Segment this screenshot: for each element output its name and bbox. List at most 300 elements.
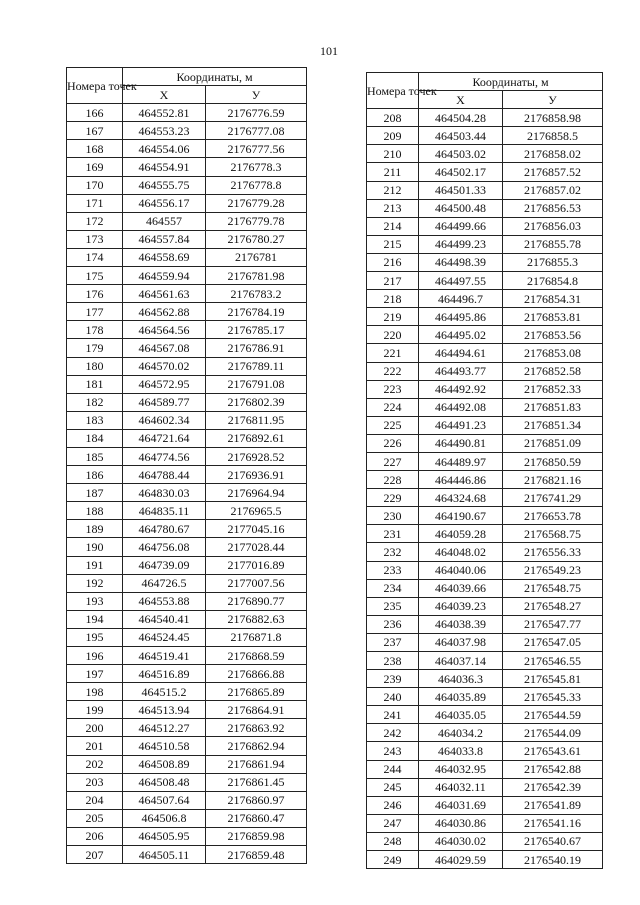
point-number-cell: 238 bbox=[367, 652, 419, 670]
table-row bbox=[67, 647, 307, 665]
point-number-cell: 181 bbox=[67, 375, 123, 393]
table-row bbox=[67, 303, 307, 321]
y-coordinate-cell: 2176780.27 bbox=[206, 230, 307, 248]
point-number-cell: 225 bbox=[367, 416, 419, 434]
table-row bbox=[367, 597, 603, 615]
table-row bbox=[67, 248, 307, 266]
table-row bbox=[367, 471, 603, 489]
x-coordinate-cell: 464564.56 bbox=[123, 321, 206, 339]
table-row bbox=[67, 683, 307, 701]
x-coordinate-cell: 464756.08 bbox=[123, 538, 206, 556]
x-coordinate-cell: 464524.45 bbox=[123, 628, 206, 646]
x-coordinate-cell: 464519.41 bbox=[123, 647, 206, 665]
y-coordinate-cell: 2177016.89 bbox=[206, 556, 307, 574]
point-number-cell: 203 bbox=[67, 773, 123, 791]
y-coordinate-cell: 2176855.3 bbox=[503, 253, 603, 271]
y-coordinate-cell: 2176779.78 bbox=[206, 212, 307, 230]
point-number-cell: 235 bbox=[367, 597, 419, 615]
point-number-cell: 166 bbox=[67, 104, 123, 122]
table-row bbox=[367, 308, 603, 326]
table-row bbox=[67, 339, 307, 357]
x-coordinate-cell: 464492.08 bbox=[419, 398, 503, 416]
table-row bbox=[67, 375, 307, 393]
point-number-cell: 236 bbox=[367, 615, 419, 633]
y-coordinate-cell: 2176863.92 bbox=[206, 719, 307, 737]
x-coordinate-cell: 464508.48 bbox=[123, 773, 206, 791]
x-coordinate-cell: 464554.06 bbox=[123, 140, 206, 158]
y-coordinate-cell: 2176868.59 bbox=[206, 647, 307, 665]
y-coordinate-cell: 2176542.88 bbox=[503, 760, 603, 778]
table-row bbox=[367, 452, 603, 470]
table-row bbox=[67, 104, 307, 122]
point-number-cell: 244 bbox=[367, 760, 419, 778]
x-coordinate-cell: 464503.44 bbox=[419, 127, 503, 145]
y-coordinate-cell: 2176545.81 bbox=[503, 670, 603, 688]
x-coordinate-cell: 464788.44 bbox=[123, 466, 206, 484]
y-coordinate-cell: 2176859.98 bbox=[206, 827, 307, 845]
table-row bbox=[67, 321, 307, 339]
table-row bbox=[67, 665, 307, 683]
y-coordinate-cell: 2177045.16 bbox=[206, 520, 307, 538]
table-row bbox=[367, 851, 603, 869]
x-coordinate-cell: 464038.39 bbox=[419, 615, 503, 633]
table-row bbox=[367, 832, 603, 850]
y-coordinate-cell: 2176653.78 bbox=[503, 507, 603, 525]
table-row bbox=[367, 543, 603, 561]
x-coordinate-cell: 464495.02 bbox=[419, 326, 503, 344]
point-number-cell: 226 bbox=[367, 434, 419, 452]
coordinates-table-left bbox=[66, 67, 307, 864]
y-coordinate-cell: 2176791.08 bbox=[206, 375, 307, 393]
y-coordinate-cell: 2176854.31 bbox=[503, 290, 603, 308]
y-coordinate-cell: 2176858.98 bbox=[503, 109, 603, 127]
y-coordinate-cell: 2176541.16 bbox=[503, 814, 603, 832]
x-coordinate-cell: 464446.86 bbox=[419, 471, 503, 489]
x-coordinate-cell: 464589.77 bbox=[123, 393, 206, 411]
y-coordinate-cell: 2176777.08 bbox=[206, 122, 307, 140]
y-coordinate-cell: 2176778.8 bbox=[206, 176, 307, 194]
y-coordinate-cell: 2176568.75 bbox=[503, 525, 603, 543]
point-number-cell: 242 bbox=[367, 724, 419, 742]
point-number-cell: 215 bbox=[367, 235, 419, 253]
table-row bbox=[367, 272, 603, 290]
point-number-cell: 246 bbox=[367, 796, 419, 814]
y-coordinate-cell: 2176865.89 bbox=[206, 683, 307, 701]
table-row bbox=[67, 827, 307, 845]
y-coordinate-cell: 2176548.27 bbox=[503, 597, 603, 615]
y-coordinate-cell: 2176892.61 bbox=[206, 429, 307, 447]
x-coordinate-cell: 464512.27 bbox=[123, 719, 206, 737]
table-row bbox=[367, 688, 603, 706]
table-row bbox=[67, 556, 307, 574]
point-number-cell: 224 bbox=[367, 398, 419, 416]
x-coordinate-cell: 464500.48 bbox=[419, 199, 503, 217]
table-row bbox=[367, 344, 603, 362]
y-coordinate-cell: 2176852.58 bbox=[503, 362, 603, 380]
point-number-cell: 240 bbox=[367, 688, 419, 706]
table-row bbox=[67, 176, 307, 194]
y-header: У bbox=[206, 86, 307, 104]
point-number-cell: 239 bbox=[367, 670, 419, 688]
table-row bbox=[67, 791, 307, 809]
x-coordinate-cell: 464556.17 bbox=[123, 194, 206, 212]
point-number-cell: 196 bbox=[67, 647, 123, 665]
table-row bbox=[67, 447, 307, 465]
y-coordinate-cell: 2176882.63 bbox=[206, 610, 307, 628]
point-number-cell: 172 bbox=[67, 212, 123, 230]
table-row bbox=[67, 755, 307, 773]
point-number-cell: 216 bbox=[367, 253, 419, 271]
x-coordinate-cell: 464492.92 bbox=[419, 380, 503, 398]
x-coordinate-cell: 464491.23 bbox=[419, 416, 503, 434]
point-number-cell: 183 bbox=[67, 411, 123, 429]
x-coordinate-cell: 464513.94 bbox=[123, 701, 206, 719]
x-coordinate-cell: 464561.63 bbox=[123, 285, 206, 303]
table-row bbox=[67, 212, 307, 230]
x-coordinate-cell: 464835.11 bbox=[123, 502, 206, 520]
x-coordinate-cell: 464493.77 bbox=[419, 362, 503, 380]
y-coordinate-cell: 2176541.89 bbox=[503, 796, 603, 814]
x-coordinate-cell: 464499.66 bbox=[419, 217, 503, 235]
x-coordinate-cell: 464034.2 bbox=[419, 724, 503, 742]
x-coordinate-cell: 464516.89 bbox=[123, 665, 206, 683]
table-row bbox=[67, 520, 307, 538]
table-row bbox=[367, 145, 603, 163]
y-coordinate-cell: 2176779.28 bbox=[206, 194, 307, 212]
point-number-cell: 209 bbox=[367, 127, 419, 145]
table-row bbox=[367, 489, 603, 507]
table-row bbox=[67, 628, 307, 646]
x-coordinate-cell: 464035.05 bbox=[419, 706, 503, 724]
point-number-cell: 231 bbox=[367, 525, 419, 543]
point-number-cell: 188 bbox=[67, 502, 123, 520]
table-row bbox=[367, 199, 603, 217]
point-number-cell: 192 bbox=[67, 574, 123, 592]
y-coordinate-cell: 2176851.09 bbox=[503, 434, 603, 452]
x-coordinate-cell: 464035.89 bbox=[419, 688, 503, 706]
x-coordinate-cell: 464558.69 bbox=[123, 248, 206, 266]
y-coordinate-cell: 2176864.91 bbox=[206, 701, 307, 719]
x-coordinate-cell: 464552.81 bbox=[123, 104, 206, 122]
x-coordinate-cell: 464032.95 bbox=[419, 760, 503, 778]
table-row bbox=[67, 538, 307, 556]
table-row bbox=[67, 484, 307, 502]
table-row bbox=[67, 230, 307, 248]
point-number-cell: 247 bbox=[367, 814, 419, 832]
table-row bbox=[67, 592, 307, 610]
x-coordinate-cell: 464780.67 bbox=[123, 520, 206, 538]
y-coordinate-cell: 2176811.95 bbox=[206, 411, 307, 429]
point-number-cell: 169 bbox=[67, 158, 123, 176]
y-coordinate-cell: 2176544.09 bbox=[503, 724, 603, 742]
table-row bbox=[67, 719, 307, 737]
y-coordinate-cell: 2176890.77 bbox=[206, 592, 307, 610]
point-number-cell: 233 bbox=[367, 561, 419, 579]
y-coordinate-cell: 2176548.75 bbox=[503, 579, 603, 597]
y-header: У bbox=[503, 91, 603, 109]
x-coordinate-cell: 464510.58 bbox=[123, 737, 206, 755]
table-row bbox=[367, 670, 603, 688]
x-coordinate-cell: 464496.7 bbox=[419, 290, 503, 308]
table-row bbox=[67, 502, 307, 520]
y-coordinate-cell: 2176781 bbox=[206, 248, 307, 266]
y-coordinate-cell: 2176858.02 bbox=[503, 145, 603, 163]
x-coordinate-cell: 464562.88 bbox=[123, 303, 206, 321]
x-coordinate-cell: 464503.02 bbox=[419, 145, 503, 163]
point-number-cell: 198 bbox=[67, 683, 123, 701]
x-header: Х bbox=[123, 86, 206, 104]
table-row bbox=[67, 846, 307, 864]
table-row bbox=[67, 393, 307, 411]
point-number-cell: 205 bbox=[67, 809, 123, 827]
table-row bbox=[367, 109, 603, 127]
x-coordinate-cell: 464030.02 bbox=[419, 832, 503, 850]
y-coordinate-cell: 2176540.67 bbox=[503, 832, 603, 850]
table-row bbox=[367, 127, 603, 145]
point-number-cell: 214 bbox=[367, 217, 419, 235]
point-number-cell: 180 bbox=[67, 357, 123, 375]
table-row bbox=[367, 434, 603, 452]
x-coordinate-cell: 464559.94 bbox=[123, 267, 206, 285]
point-number-cell: 211 bbox=[367, 163, 419, 181]
x-coordinate-cell: 464489.97 bbox=[419, 452, 503, 470]
y-coordinate-cell: 2176545.33 bbox=[503, 688, 603, 706]
table-row bbox=[367, 742, 603, 760]
y-coordinate-cell: 2176776.59 bbox=[206, 104, 307, 122]
y-coordinate-cell: 2176556.33 bbox=[503, 543, 603, 561]
x-coordinate-cell: 464555.75 bbox=[123, 176, 206, 194]
x-coordinate-cell: 464033.8 bbox=[419, 742, 503, 760]
y-coordinate-cell: 2176862.94 bbox=[206, 737, 307, 755]
y-coordinate-cell: 2176542.39 bbox=[503, 778, 603, 796]
y-coordinate-cell: 2176850.59 bbox=[503, 452, 603, 470]
point-number-cell: 201 bbox=[67, 737, 123, 755]
table-row bbox=[67, 809, 307, 827]
y-coordinate-cell: 2176777.56 bbox=[206, 140, 307, 158]
x-coordinate-cell: 464037.98 bbox=[419, 633, 503, 651]
point-number-cell: 241 bbox=[367, 706, 419, 724]
y-coordinate-cell: 2176547.77 bbox=[503, 615, 603, 633]
y-coordinate-cell: 2176861.94 bbox=[206, 755, 307, 773]
x-coordinate-cell: 464498.39 bbox=[419, 253, 503, 271]
coordinates-header: Координаты, м bbox=[123, 68, 307, 86]
point-number-cell: 208 bbox=[367, 109, 419, 127]
point-number-cell: 237 bbox=[367, 633, 419, 651]
table-row bbox=[67, 194, 307, 212]
point-number-cell: 170 bbox=[67, 176, 123, 194]
y-coordinate-cell: 2176802.39 bbox=[206, 393, 307, 411]
point-number-cell: 223 bbox=[367, 380, 419, 398]
x-coordinate-cell: 464324.68 bbox=[419, 489, 503, 507]
point-number-cell: 177 bbox=[67, 303, 123, 321]
x-coordinate-cell: 464507.64 bbox=[123, 791, 206, 809]
table-row bbox=[367, 181, 603, 199]
y-coordinate-cell: 2176778.3 bbox=[206, 158, 307, 176]
x-coordinate-cell: 464030.86 bbox=[419, 814, 503, 832]
y-coordinate-cell: 2176741.29 bbox=[503, 489, 603, 507]
point-number-cell: 178 bbox=[67, 321, 123, 339]
table-row bbox=[367, 398, 603, 416]
point-number-cell: 174 bbox=[67, 248, 123, 266]
x-coordinate-cell: 464721.64 bbox=[123, 429, 206, 447]
y-coordinate-cell: 2176861.45 bbox=[206, 773, 307, 791]
x-coordinate-cell: 464602.34 bbox=[123, 411, 206, 429]
table-row bbox=[367, 796, 603, 814]
y-coordinate-cell: 2176936.91 bbox=[206, 466, 307, 484]
table-row bbox=[67, 285, 307, 303]
table-row bbox=[67, 429, 307, 447]
y-coordinate-cell: 2176856.03 bbox=[503, 217, 603, 235]
table-row bbox=[67, 158, 307, 176]
y-coordinate-cell: 2176852.33 bbox=[503, 380, 603, 398]
page-number: 101 bbox=[320, 44, 338, 58]
x-coordinate-cell: 464540.41 bbox=[123, 610, 206, 628]
point-number-cell: 245 bbox=[367, 778, 419, 796]
x-coordinate-cell: 464553.88 bbox=[123, 592, 206, 610]
table-row bbox=[67, 357, 307, 375]
x-coordinate-cell: 464726.5 bbox=[123, 574, 206, 592]
table-row bbox=[367, 235, 603, 253]
x-coordinate-cell: 464567.08 bbox=[123, 339, 206, 357]
table-row bbox=[367, 615, 603, 633]
y-coordinate-cell: 2176851.34 bbox=[503, 416, 603, 434]
x-coordinate-cell: 464830.03 bbox=[123, 484, 206, 502]
table-row bbox=[367, 253, 603, 271]
point-number-cell: 220 bbox=[367, 326, 419, 344]
point-number-cell: 182 bbox=[67, 393, 123, 411]
point-number-cell: 185 bbox=[67, 447, 123, 465]
point-number-cell: 195 bbox=[67, 628, 123, 646]
y-coordinate-cell: 2176854.8 bbox=[503, 272, 603, 290]
point-number-cell: 243 bbox=[367, 742, 419, 760]
point-number-cell: 218 bbox=[367, 290, 419, 308]
y-coordinate-cell: 2176544.59 bbox=[503, 706, 603, 724]
x-coordinate-cell: 464502.17 bbox=[419, 163, 503, 181]
table-row bbox=[367, 326, 603, 344]
point-number-cell: 217 bbox=[367, 272, 419, 290]
y-coordinate-cell: 2176928.52 bbox=[206, 447, 307, 465]
point-number-cell: 207 bbox=[67, 846, 123, 864]
point-number-cell: 184 bbox=[67, 429, 123, 447]
x-coordinate-cell: 464039.23 bbox=[419, 597, 503, 615]
point-number-cell: 204 bbox=[67, 791, 123, 809]
point-number-header: Номера точек bbox=[367, 73, 419, 109]
y-coordinate-cell: 2176781.98 bbox=[206, 267, 307, 285]
point-number-cell: 222 bbox=[367, 362, 419, 380]
point-number-cell: 200 bbox=[67, 719, 123, 737]
point-number-cell: 194 bbox=[67, 610, 123, 628]
y-coordinate-cell: 2177028.44 bbox=[206, 538, 307, 556]
y-coordinate-cell: 2176785.17 bbox=[206, 321, 307, 339]
y-coordinate-cell: 2176783.2 bbox=[206, 285, 307, 303]
point-number-cell: 249 bbox=[367, 851, 419, 869]
table-row bbox=[367, 380, 603, 398]
y-coordinate-cell: 2176789.11 bbox=[206, 357, 307, 375]
table-row bbox=[367, 778, 603, 796]
x-coordinate-cell: 464031.69 bbox=[419, 796, 503, 814]
x-coordinate-cell: 464032.11 bbox=[419, 778, 503, 796]
y-coordinate-cell: 2176871.8 bbox=[206, 628, 307, 646]
x-coordinate-cell: 464515.2 bbox=[123, 683, 206, 701]
point-number-cell: 227 bbox=[367, 452, 419, 470]
y-coordinate-cell: 2176858.5 bbox=[503, 127, 603, 145]
table-row bbox=[367, 579, 603, 597]
point-number-cell: 228 bbox=[367, 471, 419, 489]
table-row bbox=[67, 267, 307, 285]
x-coordinate-cell: 464497.55 bbox=[419, 272, 503, 290]
point-number-cell: 219 bbox=[367, 308, 419, 326]
y-coordinate-cell: 2176784.19 bbox=[206, 303, 307, 321]
point-number-cell: 212 bbox=[367, 181, 419, 199]
y-coordinate-cell: 2176549.23 bbox=[503, 561, 603, 579]
table-row bbox=[367, 706, 603, 724]
x-coordinate-cell: 464495.86 bbox=[419, 308, 503, 326]
x-coordinate-cell: 464494.61 bbox=[419, 344, 503, 362]
x-coordinate-cell: 464190.67 bbox=[419, 507, 503, 525]
y-coordinate-cell: 2176786.91 bbox=[206, 339, 307, 357]
y-coordinate-cell: 2176853.81 bbox=[503, 308, 603, 326]
table-row bbox=[367, 633, 603, 651]
y-coordinate-cell: 2176855.78 bbox=[503, 235, 603, 253]
table-row bbox=[367, 217, 603, 235]
table-row bbox=[67, 574, 307, 592]
table-row bbox=[67, 701, 307, 719]
x-header: Х bbox=[419, 91, 503, 109]
y-coordinate-cell: 2176853.56 bbox=[503, 326, 603, 344]
y-coordinate-cell: 2176543.61 bbox=[503, 742, 603, 760]
y-coordinate-cell: 2176860.47 bbox=[206, 809, 307, 827]
y-coordinate-cell: 2176859.48 bbox=[206, 846, 307, 864]
x-coordinate-cell: 464505.11 bbox=[123, 846, 206, 864]
point-number-cell: 230 bbox=[367, 507, 419, 525]
x-coordinate-cell: 464505.95 bbox=[123, 827, 206, 845]
y-coordinate-cell: 2176860.97 bbox=[206, 791, 307, 809]
x-coordinate-cell: 464506.8 bbox=[123, 809, 206, 827]
table-row bbox=[367, 724, 603, 742]
x-coordinate-cell: 464557 bbox=[123, 212, 206, 230]
point-number-cell: 229 bbox=[367, 489, 419, 507]
x-coordinate-cell: 464739.09 bbox=[123, 556, 206, 574]
x-coordinate-cell: 464039.66 bbox=[419, 579, 503, 597]
table-row bbox=[367, 163, 603, 181]
point-number-cell: 186 bbox=[67, 466, 123, 484]
table-row bbox=[67, 773, 307, 791]
y-coordinate-cell: 2176547.05 bbox=[503, 633, 603, 651]
coordinates-table-right bbox=[366, 72, 603, 869]
y-coordinate-cell: 2176857.02 bbox=[503, 181, 603, 199]
point-number-header: Номера точек bbox=[67, 68, 123, 104]
table-row bbox=[67, 140, 307, 158]
x-coordinate-cell: 464554.91 bbox=[123, 158, 206, 176]
table-row bbox=[367, 814, 603, 832]
table-row bbox=[367, 362, 603, 380]
x-coordinate-cell: 464037.14 bbox=[419, 652, 503, 670]
y-coordinate-cell: 2176540.19 bbox=[503, 851, 603, 869]
point-number-cell: 193 bbox=[67, 592, 123, 610]
table-row bbox=[67, 466, 307, 484]
x-coordinate-cell: 464508.89 bbox=[123, 755, 206, 773]
x-coordinate-cell: 464570.02 bbox=[123, 357, 206, 375]
y-coordinate-cell: 2176964.94 bbox=[206, 484, 307, 502]
x-coordinate-cell: 464036.3 bbox=[419, 670, 503, 688]
point-number-cell: 213 bbox=[367, 199, 419, 217]
point-number-cell: 199 bbox=[67, 701, 123, 719]
y-coordinate-cell: 2176851.83 bbox=[503, 398, 603, 416]
coordinates-header: Координаты, м bbox=[419, 73, 603, 91]
point-number-cell: 175 bbox=[67, 267, 123, 285]
x-coordinate-cell: 464553.23 bbox=[123, 122, 206, 140]
table-row bbox=[367, 652, 603, 670]
